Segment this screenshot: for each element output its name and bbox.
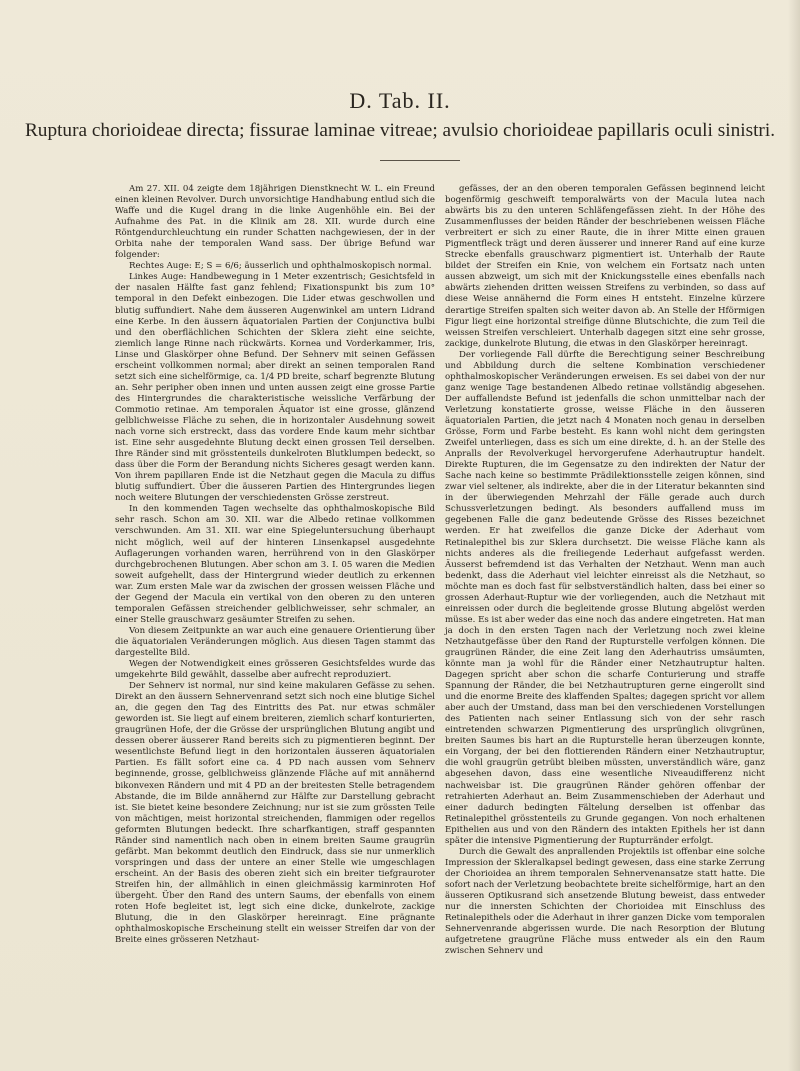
plate-title: D. Tab. II. [349,88,451,113]
left-column [115,184,435,946]
paragraph: Rechtes Auge: E; S = 6/6; äusserlich und ophthalmoskopisch normal. [129,261,432,272]
plate-subtitle: Ruptura chorioideae directa; fissurae laminae vitreae; avulsio chorioideae papillaris oculi sinistri. [24,120,776,141]
paragraph: gefässes, der an den oberen temporalen Gefässen beginnend leicht bogenförmig geschweift temporalwärts von der Macula lutea nach abwärts bis zu den unteren Schläfengefässen zieht. In der Höhe des Zusammenflusses der beiden Ränder der beschriebenen weissen Fläche verbreitert er sich zu einer Raute, die in ihrer Mitte einen grauen Pigmentfleck trägt und deren äusserer und innerer Rand auf eine kurze Strecke ebenfalls grauschwarz pigmentiert ist. Unterhalb der Raute bildet der Streifen ein Knie, von welchem ein Fortsatz nach unten aussen abzweigt, um sich mit der Knickungsstelle eines ebenfalls nach abwärts ziehenden dritten weissen Streifens zu verbinden, so dass auf diese Weise annähernd die Form eines H entsteht. Einzelne kürzere derartige Streifen spalten sich weiter davon ab. An Stelle der Hförmigen Figur liegt eine horizontal streifige dünne Blutschichte, die zum Teil die weissen Streifen verschleiert. Unterhalb dagegen sitzt eine sehr grosse, zackige, dunkelrote Blutung, die etwas in den Glaskörper hereinragt. [445,184,765,349]
paragraph: Der vorliegende Fall dürfte die Berechtigung seiner Beschreibung und Abbildung durch die seltene Kombination verschiedener ophthalmoskopischer Veränderungen erweisen. Es sei dabei von der nur ganz wenige Tage bestandenen Albedo retinae vollständig abgesehen. Der auffallendste Befund ist jedenfalls die schon unmittelbar nach der Verletzung konstatierte grosse, weisse Fläche in den äusseren äquatorialen Partien, die jetzt nach 4 Monaten noch genau in derselben Grösse, Form und Farbe besteht. Es kann wohl nicht dem geringsten Zweifel unterliegen, dass es sich um eine direkte, d. h. an der Stelle des Anpralls der Revolverkugel hervorgerufene Aderhautruptur handelt. Direkte Rupturen, die im Gegensatze zu den indirekten der Natur der Sache nach keine so bestimmte Prädilektionsstelle zeigen können, sind zwar viel seltener, als indirekte, aber die in der Literatur bekannten sind in der überwiegenden Mehrzahl der Fälle gerade auch durch Schussverletzungen bedingt. Als besonders auffallend muss im gegebenen Falle die ganz bedeutende Grösse des Risses bezeichnet werden. Er hat zweifellos die ganze Dicke der Aderhaut vom Retinalepithel bis zur Sklera durchsetzt. Die weisse Fläche kann als nichts anderes als die freiliegende Lederhaut aufgefasst werden. Äusserst befremdend ist das Verhalten der Netzhaut. Wenn man auch bedenkt, dass die Aderhaut viel leichter einreisst als die Netzhaut, so möchte man es doch fast für selbstverständlich halten, dass bei einer so grossen Aderhaut-Ruptur wie der vorliegenden, auch die Netzhaut mit einreissen oder durch die begleitende grosse Blutung abgelöst werden müsse. Es ist aber weder das eine noch das andere eingetreten. Hat man ja doch in den ersten Tagen nach der Verletzung noch zwei kleine Netzhautgefässe über den Rand der Rupturstelle verfolgen können. Die graugrünen Ränder, die eine Zeit lang den Aderhautriss umsäumten, könnte man ja wohl für die Ränder einer Netzhautruptur halten. Dagegen spricht aber schon die scharfe Conturierung und straffe Spannung der Ränder, die bei Netzhautrupturen gerne eingerollt sind und die enorme Breite des klaffenden Spaltes; dagegen spricht vor allem aber auch der Umstand, dass man bei den verschiedenen Vorstellungen des Patienten nach seiner Entlassung sich von der sehr rasch eintretenden schwarzen Pigmentierung des ursprünglich olivgrünen, breiten Saumes bis hart an die Rupturstelle heran überzeugen konnte, ein Vorgang, der bei den flottierenden Rändern einer Netzhautruptur, die wohl graugrün getrübt bleiben müssten, unverständlich wäre, ganz abgesehen davon, dass eine wesentliche Niveaudifferenz nicht nachweisbar ist. Die graugrünen Ränder gehören offenbar der retrahierten Aderhaut an. Beim Zusammenschieben der Aderhaut und einer dadurch bedingten Fältelung derselben ist offenbar das Retinalepithel grösstenteils zu Grunde gegangen. Von noch erhaltenen Epithelien aus und von den Rändern des intakten Epithels her ist dann später die intensive Pigmentierung der Rupturränder erfolgt. [445,349,765,846]
paragraph: Am 27. XII. 04 zeigte dem 18jährigen Dienstknecht W. L. ein Freund einen kleinen Revolver. Durch unvorsichtige Handhabung entlud sich die Waffe und die Kugel drang in die linke Augenhöhle ein. Bei der Aufnahme des Pat. in die Klinik am 28. XII. wurde durch eine Röntgendurchleuchtung ein runder Schatten nachgewiesen, der in der Orbita nahe der temporalen Wand sass. Der übrige Befund war folgender: [115,184,435,261]
paragraph: Durch die Gewalt des anprallenden Projektils ist offenbar eine solche Impression der Skleralkapsel bedingt gewesen, dass eine starke Zerrung der Chorioidea an ihrem temporalen Sehnervenansatze statt hatte. Die sofort nach der Verletzung beobachtete breite sichelförmige, hart an den äusseren Optikusrand sich ansetzende Blutung beweist, dass entweder nur die innersten Schichten der Chorioidea mit Einschluss des Retinalepithels oder die Aderhaut in ihrer ganzen Dicke vom temporalen Sehnervenrande abgerissen wurde. Die nach Resorption der Blutung aufgetretene graugrüne Fläche muss entweder als ein den Raum zwischen Sehnerv und [445,846,765,957]
page-edge-shadow [788,0,800,1071]
paragraph: Von diesem Zeitpunkte an war auch eine genauere Orientierung über die äquatorialen Veränderungen möglich. Aus diesen Tagen stammt das dargestellte Bild. [115,625,435,658]
paragraph: Wegen der Notwendigkeit eines grösseren Gesichtsfeldes wurde das umgekehrte Bild gewählt, dasselbe aber aufrecht reproduziert. [115,659,435,681]
paragraph: In den kommenden Tagen wechselte das ophthalmoskopische Bild sehr rasch. Schon am 30. XII. war die Albedo retinae vollkommen verschwunden. Am 31. XII. war eine Spiegeluntersuchung überhaupt nicht möglich, weil auf der hinteren Linsenkapsel ausgedehnte Auflagerungen vorhanden waren, herrührend von in den Glaskörper durchgebrochenen Blutungen. Aber schon am 3. I. 05 waren die Medien soweit aufgehellt, dass der Hintergrund wieder deutlich zu erkennen war. Zum ersten Male war da zwischen der grossen weissen Fläche und der Gegend der Macula ein vertikal von den oberen zu den unteren temporalen Gefässen streichender gelblichweisser, sehr schmaler, an einer Stelle grauschwarz gesäumter Streifen zu sehen. [115,504,435,625]
right-column [445,184,765,957]
paragraph: Linkes Auge: Handbewegung in 1 Meter exzentrisch; Gesichtsfeld in der nasalen Hälfte fast ganz fehlend; Fixationspunkt bis zum 10° temporal in den Defekt einbezogen. Die Lider etwas geschwollen und blutig suffundiert. Nahe dem äusseren Augenwinkel am untern Lidrand eine Kerbe. In den äussern äquatorialen Partien der Conjunctiva bulbi und den oberflächlichen Schichten der Sklera zieht eine seichte, ziemlich lange Rinne nach rückwärts. Kornea und Vorderkammer, Iris, Linse und Glaskörper ohne Befund. Der Sehnerv mit seinen Gefässen erscheint vollkommen normal; aber direkt an seinen temporalen Rand setzt sich eine sichelförmige, ca. 1/4 PD breite, scharf begrenzte Blutung an. Sehr peripher oben innen und unten aussen zeigt eine grosse Partie des Hintergrundes die charakteristische weissliche Verfärbung der Commotio retinae. Am temporalen Äquator ist eine grosse, glänzend gelblichweisse Fläche zu sehen, die in horizontaler Ausdehnung soweit nach vorne sich erstreckt, dass das vordere Ende kaum mehr sichtbar ist. Eine sehr ausgedehnte Blutung deckt einen grossen Teil derselben. Ihre Ränder sind mit grösstenteils dunkelroten Blutklumpen bedeckt, so dass über die Form der Berandung nichts Sicheres gesagt werden kann. Von ihrem papillaren Ende ist die Netzhaut gegen die Macula zu diffus blutig suffundiert. Über die äusseren Partien des Hintergrundes liegen noch weitere Blutungen der verschiedensten Grösse zerstreut. [115,272,435,504]
paragraph: Der Sehnerv ist normal, nur sind keine makularen Gefässe zu sehen. Direkt an den äussern Sehnervenrand setzt sich noch eine blutige Sichel an, die gegen den Tag des Eintritts des Pat. nur etwas schmäler geworden ist. Sie liegt auf einem breiteren, ziemlich scharf konturierten, graugrünen Hofe, der die Grösse der ursprünglichen Blutung angibt und dessen oberer äusserer Rand bereits sich zu pigmentieren beginnt. Der wesentlichste Befund liegt in den horizontalen äusseren äquatorialen Partien. Es fällt sofort eine ca. 4 PD nach aussen vom Sehnerv beginnende, grosse, gelblichweiss glänzende Fläche auf mit annähernd bikonvexen Rändern und mit 4 PD an der breitesten Stelle betragendem Abstande, die im Bilde annähernd zur Hälfte zur Darstellung gebracht ist. Sie bietet keine besondere Zeichnung; nur ist sie zum grössten Teile von mächtigen, meist horizontal streichenden, flammigen oder regellos geformten Blutungen bedeckt. Ihre scharfkantigen, straff gespannten Ränder sind namentlich nach oben in einem breiten Saume graugrün gefärbt. Man bekommt deutlich den Eindruck, dass sie nur unmerklich vorspringen und dass der untere an einer Stelle wie umgeschlagen erscheint. An der Basis des oberen zieht sich ein breiter tiefgrauroter Streifen hin, der allmählich in einen gleichmässig karminroten Hof übergeht. Über den Rand des untern Saums, der ebenfalls von einem roten Hofe begleitet ist, legt sich eine dicke, dunkelrote, zackige Blutung, die in den Glaskörper hereinragt. Eine prägnante ophthalmoskopische Erscheinung stellt ein weisser Streifen dar von der Breite eines grösseren Netzhaut- [115,681,435,946]
title-divider [380,160,460,161]
